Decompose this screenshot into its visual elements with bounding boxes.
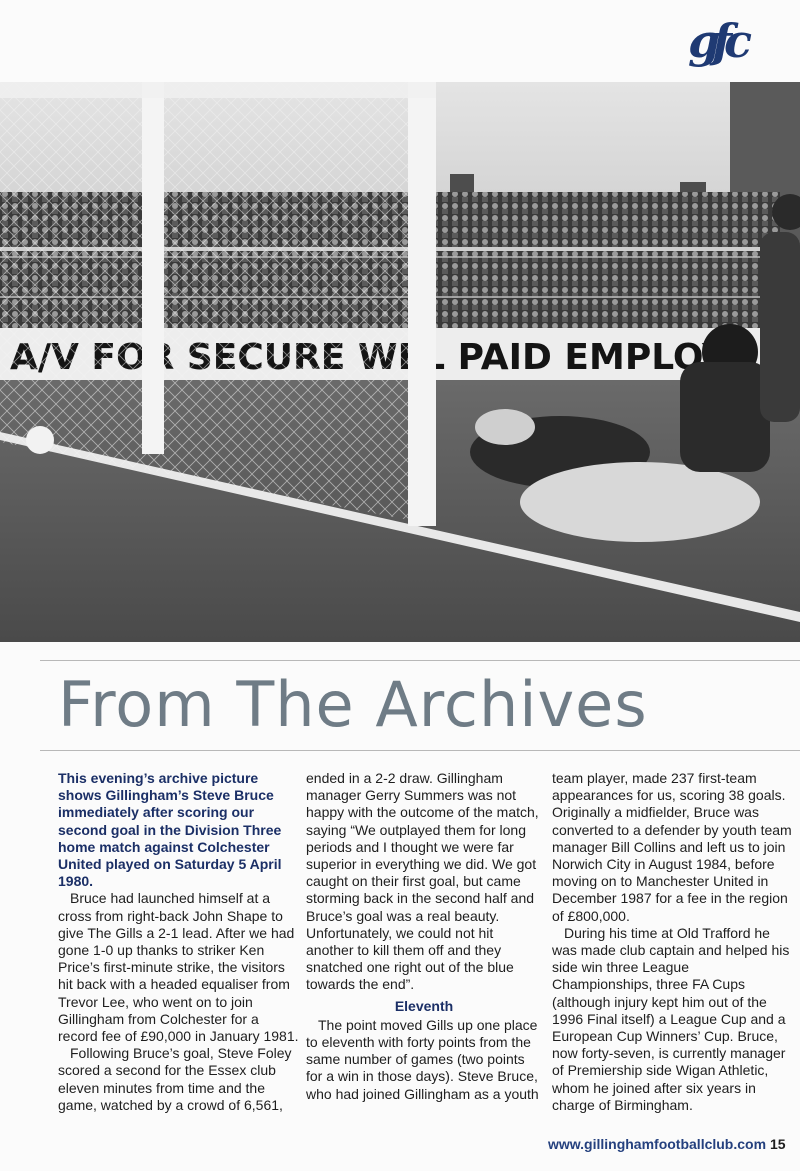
page-number: 15 [769,1136,786,1152]
club-logo: gfc [688,14,744,68]
paragraph: team player, made 237 first-team appearances for us, scoring 38 goals. Originally a midfielder, Bruce was converted to a defender by youth team manager Bill Collins and left us to join Norwich City in August 1984, before moving on to Manchester United in December 1987 for a fee in the region of £800,000. [552,770,792,924]
paragraph: ended in a 2-2 draw. Gillingham manager Gerry Summers was not happy with the outcome of the match, saying “We outplayed them for long periods and I thought we were far superior in everything we did. We got caught on their first goal, but came storming back in the second half and Bruce’s goal was a real beauty. Unfortunately, we could not hit another to kill them off and they snatched one right out of the blue towards the end”. [306,770,539,993]
subheading: Eleventh [394,997,454,1014]
match-photo-illustration [0,82,800,642]
paragraph: Bruce had launched himself at a cross from right-back John Shape to give The Gills a 2-1 lead. After we had gone 1-0 up thanks to striker Ken Price’s first-minute strike, the visitors hit back with a headed equaliser from Trevor Lee, who went on to join Gillingham from Colchester for a record fee of £90,000 in January 1981. [58,890,299,1045]
page-title: From The Archives [58,668,648,741]
lead-paragraph: This evening’s archive picture shows Gillingham’s Steve Bruce immediately after scoring our second goal in the Division Three home match against Colchester United played on Saturday 5 April 1980. [58,770,282,890]
archive-photo [0,82,800,642]
footer-url[interactable]: www.gillinghamfootballclub.com [548,1136,767,1152]
divider-top [40,660,800,661]
footer [548,1136,786,1152]
column-1 [58,770,300,1114]
advert-banner-text: PAID EMPLOY [457,337,729,378]
divider-bottom [40,750,800,751]
paragraph: During his time at Old Trafford he was made club captain and helped his side win three League Championships, three FA Cups (although injury kept him out of the 1996 Final itself) a League Cup and a European Cup Winners’ Cup. Bruce, now forty-seven, is currently manager of Premiership side Wigan Athletic, whom he joined after six years in charge of Birmingham. [552,924,790,1113]
column-3 [552,770,792,1114]
paragraph: The point moved Gills up one place to eleventh with forty points from the same number of games (two points for a win in those days). Steve Bruce, who had joined Gillingham as a youth [306,1016,539,1102]
column-2 [306,770,542,1103]
paragraph: Following Bruce’s goal, Steve Foley scored a second for the Essex club eleven minutes from time and the game, watched by a crowd of 6,561, [58,1045,292,1113]
